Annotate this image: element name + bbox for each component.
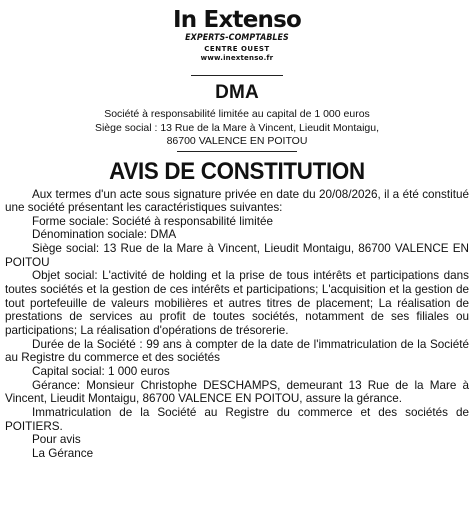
logo-region: CENTRE OUEST	[204, 45, 270, 53]
notice-paragraph: Dénomination sociale: DMA	[32, 228, 177, 242]
company-info-line: Société à responsabilité limitée au capital de 1 000 euros	[104, 108, 370, 120]
notice-paragraph: Siège social: 13 Rue de la Mare à Vincent, Lieudit Montaigu, 86700 VALENCE EN POITOU	[5, 242, 469, 269]
in-extenso-logo	[157, 8, 317, 63]
notice-paragraph: Capital social: 1 000 euros	[32, 365, 170, 379]
notice-paragraph: Aux termes d'un acte sous signature privée en date du 20/08/2026, il a été constitué une société présentant les caractéristiques suivantes:	[5, 187, 469, 215]
notice-paragraph: Gérance: Monsieur Christophe DESCHAMPS, demeurant 13 Rue de la Mare à Vincent, Lieudit Montaigu, 86700 VALENCE EN POITOU, assure la gérance.	[5, 378, 469, 406]
notice-title: AVIS DE CONSTITUTION	[109, 157, 365, 185]
notice-body	[5, 188, 469, 461]
middle-divider	[177, 151, 297, 152]
notice-paragraph: Objet social: L'activité de holding et la prise de tous intérêts et participations dans toutes sociétés et la gestion de ces intérêts et participations; L'acquisition et la gestion de tout portefeuille de valeurs mobilières et autres titres de placement; La réalisation de prestations de services au profit de toutes sociétés, notamment de ses filiales ou participations; La réalisation d'opérations de trésorerie.	[5, 269, 469, 338]
logo-url: www.inextenso.fr	[200, 54, 274, 62]
company-info	[5, 108, 469, 149]
notice-paragraph: La Gérance	[32, 446, 94, 460]
notice-paragraph: Durée de la Société : 99 ans à compter de la date de l'immatriculation de la Société au Registre du commerce et des sociétés	[5, 337, 469, 365]
notice-paragraph: Pour avis	[32, 433, 81, 447]
top-divider	[191, 75, 283, 76]
company-info-line: Siège social : 13 Rue de la Mare à Vincent, Lieudit Montaigu,	[94, 121, 380, 134]
company-info-line: 86700 VALENCE EN POITOU	[166, 135, 308, 147]
notice-paragraph: Forme sociale: Société à responsabilité limitée	[32, 214, 274, 228]
logo-name: In Extenso	[173, 7, 301, 33]
notice-paragraph: Immatriculation de la Société au Registre du commerce et des sociétés de POITIERS.	[5, 406, 469, 433]
logo-subtitle: EXPERTS-COMPTABLES	[185, 33, 289, 43]
company-name: DMA	[215, 82, 259, 103]
